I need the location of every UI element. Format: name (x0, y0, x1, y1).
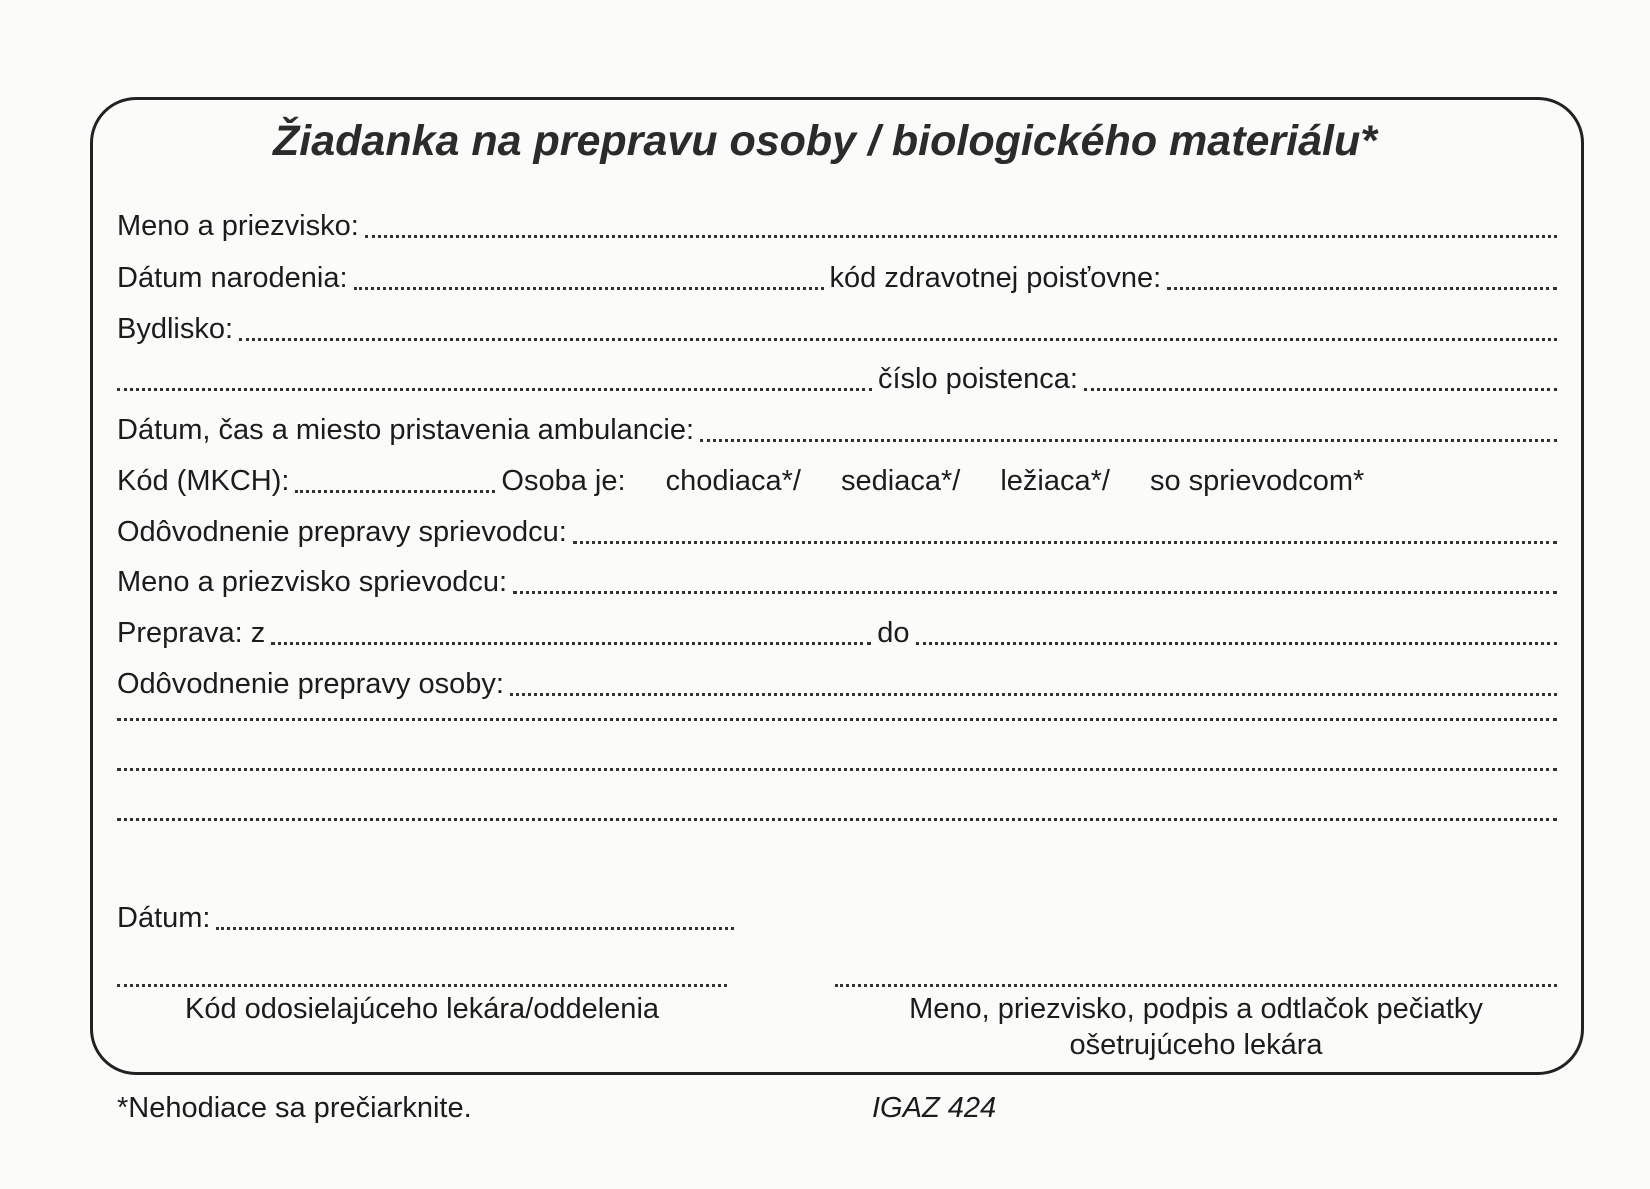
blank-line-3 (117, 818, 1557, 826)
date-label: Dátum: (117, 902, 211, 934)
blank-line-2 (117, 768, 1557, 776)
person-justification-field-4[interactable] (117, 818, 1557, 821)
residence-label: Bydlisko: (117, 313, 234, 345)
doctor-signature-label-line1: Meno, priezvisko, podpis a odtlačok pečiatky (909, 993, 1483, 1025)
transport-row (117, 617, 1557, 650)
insured-number-field[interactable] (1084, 388, 1557, 391)
form-code: IGAZ 424 (872, 1092, 997, 1124)
form-title: Žiadanka na prepravu osoby / biologického materiálu* (273, 117, 1377, 165)
date-row (117, 902, 734, 935)
ambulance-label: Dátum, čas a miesto pristavenia ambulancie: (117, 414, 695, 446)
doctor-signature-line[interactable] (835, 984, 1557, 987)
person-justification-field-3[interactable] (117, 768, 1557, 771)
name-row (117, 210, 1557, 243)
option-lying[interactable]: ležiaca*/ (1000, 465, 1110, 497)
mkch-row (117, 465, 1557, 498)
date-field[interactable] (216, 927, 734, 930)
person-is-label: Osoba je: (501, 465, 626, 497)
mkch-field[interactable] (295, 490, 495, 493)
referring-code-label: Kód odosielajúceho lekára/oddelenia (184, 993, 660, 1025)
birth-insurer-row (117, 262, 1557, 295)
residence-field[interactable] (239, 338, 1557, 341)
escort-justification-label: Odôvodnenie prepravy sprievodcu: (117, 516, 567, 548)
escort-justification-field[interactable] (573, 541, 1557, 544)
birth-date-label: Dátum narodenia: (117, 262, 348, 294)
footer-note: *Nehodiace sa prečiarknite. (117, 1092, 472, 1124)
transport-to-field[interactable] (916, 642, 1557, 645)
person-justification-field[interactable] (510, 693, 1557, 696)
insured-number-row (117, 363, 1557, 396)
transport-from-label: Preprava: z (117, 617, 266, 649)
person-justification-field-2[interactable] (117, 718, 1557, 721)
option-with-escort[interactable]: so sprievodcom* (1149, 465, 1365, 497)
birth-date-field[interactable] (354, 287, 824, 290)
option-sitting[interactable]: sediaca*/ (841, 465, 961, 497)
name-label: Meno a priezvisko: (117, 210, 359, 242)
name-field[interactable] (365, 235, 1557, 238)
insurer-code-label: kód zdravotnej poisťovne: (829, 262, 1162, 294)
doctor-signature-label (835, 991, 1557, 1063)
transport-from-field[interactable] (271, 642, 871, 645)
escort-name-label: Meno a priezvisko sprievodcu: (117, 566, 508, 598)
residence-row (117, 313, 1557, 346)
escort-justification-row (117, 516, 1557, 549)
ambulance-field[interactable] (700, 439, 1557, 442)
insurer-code-field[interactable] (1167, 287, 1557, 290)
referring-code-line[interactable] (117, 984, 727, 987)
ambulance-row (117, 414, 1557, 447)
escort-name-field[interactable] (513, 591, 1557, 594)
insured-number-label: číslo poistenca: (878, 363, 1078, 395)
escort-name-row (117, 566, 1557, 599)
person-justification-label: Odôvodnenie prepravy osoby: (117, 668, 504, 700)
option-walking[interactable]: chodiaca*/ (665, 465, 801, 497)
doctor-signature-label-line2: ošetrujúceho lekára (1069, 1029, 1323, 1061)
blank-line-1 (117, 718, 1557, 726)
mkch-label: Kód (MKCH): (117, 465, 290, 497)
person-justification-row (117, 668, 1557, 701)
transport-to-label: do (877, 617, 910, 649)
residence-field-continued[interactable] (117, 388, 872, 391)
